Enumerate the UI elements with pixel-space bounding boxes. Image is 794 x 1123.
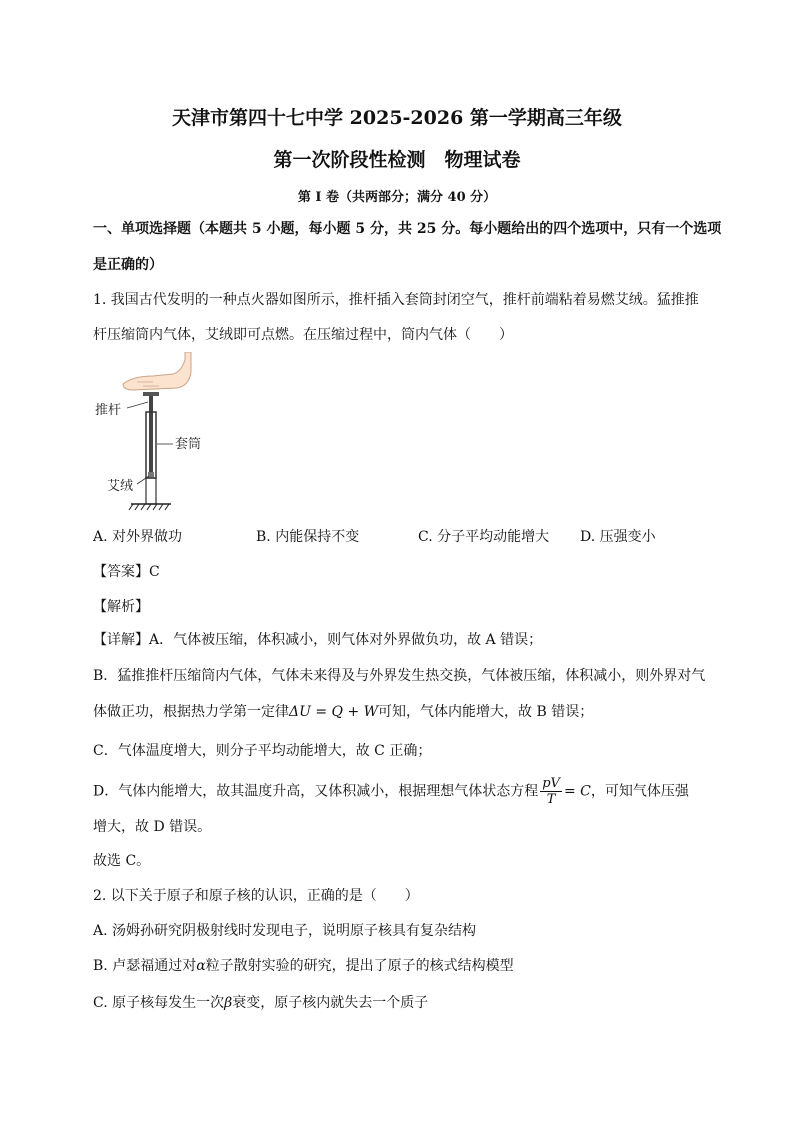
q1-detail-c: C．气体温度增大，则分子平均动能增大，故 C 正确； (93, 743, 432, 759)
detail-d-text-post: ，可知气体压强 (590, 783, 689, 800)
label-moxa: 艾绒 (107, 479, 134, 494)
alpha-symbol: α (196, 958, 206, 974)
q1-detail-d-line1 (93, 776, 708, 807)
section-heading-line2: 是正确的） (93, 257, 163, 273)
part-info: 第 I 卷（共两部分；满分 40 分） (297, 190, 497, 205)
q2-option-a: A. 汤姆孙研究阴极射线时发现电子，说明原子核具有复杂结构 (93, 923, 477, 939)
detail-b-text-post: 可知，气体内能增大，故 B 错误； (378, 704, 594, 720)
igniter-figure (93, 352, 223, 512)
q1-stem-line1: 1. 我国古代发明的一种点火器如图所示，推杆插入套筒封闭空气，推杆前端粘着易燃艾绒。猛推推 (93, 292, 699, 308)
q1-detail-d-line2: 增大，故 D 错误。 (93, 819, 212, 835)
igniter-diagram (93, 352, 223, 512)
label-rod: 推杆 (95, 403, 122, 418)
q2-option-b (93, 956, 708, 976)
fraction-denominator: T (546, 792, 556, 807)
q1-detail-b-line2 (93, 702, 708, 722)
hand-icon (123, 352, 191, 390)
q2-option-c-post: 衰变，原子核内就失去一个质子 (232, 995, 429, 1011)
first-law-formula: ΔU = Q + W (289, 704, 379, 720)
q1-detail-a: 【详解】A．气体被压缩，体积减小，则气体对外界做负功，故 A 错误； (93, 632, 543, 648)
q2-option-b-post: 粒子散射实验的研究，提出了原子的核式结构模型 (205, 958, 514, 974)
q1-option-c: C. 分子平均动能增大 (418, 529, 550, 545)
q2-option-b-pre: B. 卢瑟福通过对 (93, 958, 197, 974)
detail-b-text-pre: 体做正功，根据热力学第一定律 (93, 704, 289, 720)
moxa (148, 472, 154, 478)
q2-option-c (93, 993, 708, 1013)
q1-option-a: A. 对外界做功 (93, 529, 183, 545)
section-heading-line1: 一、单项选择题（本题共 5 小题，每小题 5 分，共 25 分。每小题给出的四个选项中，只有一个选项 (93, 221, 722, 237)
q1-option-b: B. 内能保持不变 (256, 529, 360, 545)
ideal-gas-fraction (540, 776, 562, 807)
q1-answer: 【答案】C (93, 564, 160, 580)
fraction-numerator: pV (542, 776, 560, 791)
exam-title-line2: 第一次阶段性检测 物理试卷 (273, 149, 521, 171)
q1-detail-b-line1: B．猛推推杆压缩筒内气体，气体未来得及与外界发生热交换，气体被压缩，体积减小，则外界对气 (93, 668, 706, 684)
q2-option-c-pre: C. 原子核每发生一次 (93, 995, 225, 1011)
detail-d-text-pre: D．气体内能增大，故其温度升高，又体积减小，根据理想气体状态方程 (93, 783, 539, 800)
beta-symbol: β (224, 995, 233, 1011)
q1-analysis-title: 【解析】 (93, 599, 149, 615)
q2-stem: 2. 以下关于原子和原子核的认识，正确的是（ ） (93, 888, 419, 904)
q1-option-d: D. 压强变小 (580, 529, 656, 545)
rod-cap (143, 392, 159, 396)
exam-title-line1: 天津市第四十七中学 2025-2026 第一学期高三年级 (172, 107, 622, 129)
rod (149, 396, 153, 478)
fraction-rhs: = C (563, 783, 591, 800)
label-sleeve: 套筒 (175, 437, 202, 452)
q1-conclusion: 故选 C。 (93, 853, 151, 869)
q1-stem-line2: 杆压缩筒内气体，艾绒即可点燃。在压缩过程中，筒内气体（ ） (93, 327, 513, 343)
